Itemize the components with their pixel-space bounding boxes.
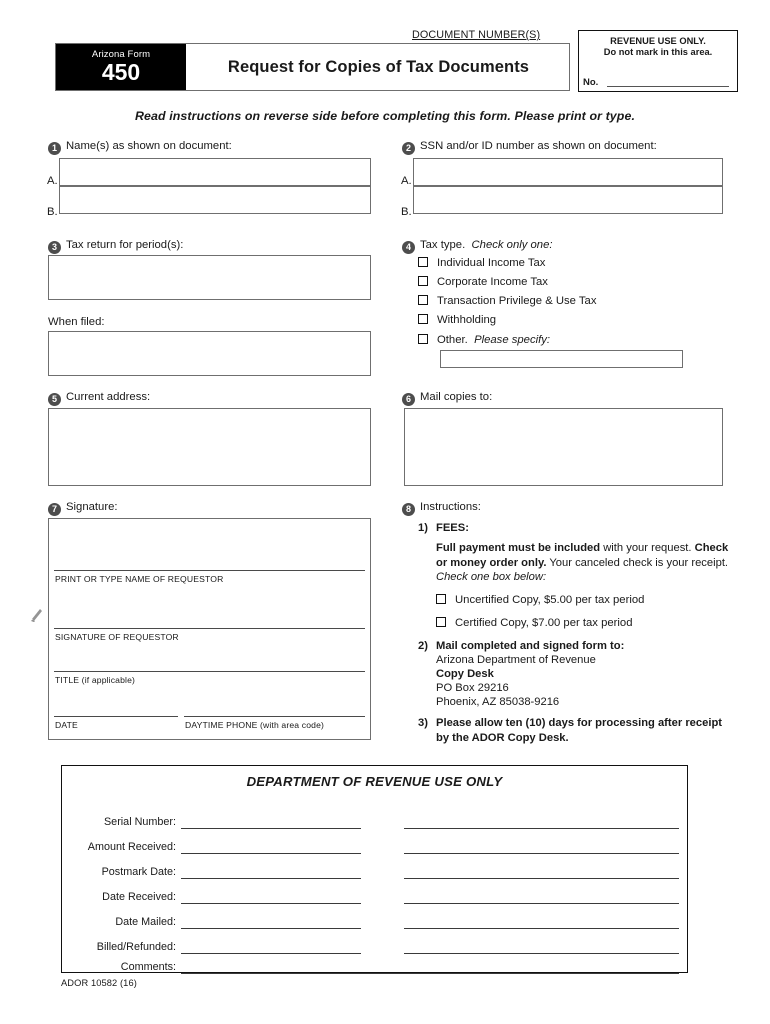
dor-block-title: DEPARTMENT OF REVENUE USE ONLY	[246, 774, 503, 789]
mail-address-line-4: Phoenix, AZ 85038-9216	[436, 696, 560, 708]
field-1-name-b-input[interactable]	[59, 186, 371, 214]
date-caption: DATE	[55, 720, 78, 730]
title-rule	[54, 671, 365, 672]
fees-text-1: with your request.	[600, 542, 692, 554]
dor-row-value[interactable]	[181, 828, 361, 829]
print-name-caption: PRINT OR TYPE NAME OF REQUESTOR	[55, 574, 224, 584]
dor-row-value[interactable]	[181, 928, 361, 929]
field-2-ssn-a-input[interactable]	[413, 158, 723, 186]
dor-row-docnum[interactable]	[404, 853, 679, 854]
when-filed-label: When filed:	[48, 316, 105, 328]
dor-row-docnum[interactable]	[404, 928, 679, 929]
field-2-number: 2	[402, 142, 415, 155]
tax-type-option-label: Individual Income Tax	[437, 257, 546, 269]
revenue-use-only-line1: REVENUE USE ONLY.	[610, 36, 706, 46]
tax-type-option-label: Transaction Privilege & Use Tax	[437, 295, 597, 307]
phone-caption: DAYTIME PHONE (with area code)	[185, 720, 325, 730]
revenue-number-field[interactable]	[607, 86, 729, 87]
field-6-label	[402, 391, 492, 406]
dor-row-label: Billed/Refunded:	[96, 941, 176, 953]
field-1-number: 1	[48, 142, 61, 155]
tax-type-option-individual[interactable]	[418, 257, 545, 269]
fee-option-label: Uncertified Copy, $5.00 per tax period	[455, 594, 645, 606]
when-filed-input[interactable]	[48, 331, 371, 376]
field-7-label	[48, 501, 118, 516]
mail-address-line-2: Copy Desk	[436, 668, 494, 680]
field-1-label	[48, 140, 232, 155]
dor-row-docnum[interactable]	[404, 903, 679, 904]
field-4-label-text: Tax type.	[420, 239, 466, 251]
tax-type-option-label: Withholding	[437, 314, 497, 326]
ador-code-footer: ADOR 10582 (16)	[61, 978, 137, 988]
tax-type-option-withholding[interactable]	[418, 314, 496, 326]
dor-row-label: Postmark Date:	[101, 866, 176, 878]
dor-row-docnum[interactable]	[404, 828, 679, 829]
tax-type-option-corporate[interactable]	[418, 276, 548, 288]
field-2-row-a-marker: A.	[401, 175, 412, 187]
field-2-label	[402, 140, 657, 155]
mail-address-line-3: PO Box 29216	[436, 682, 509, 694]
field-3-number: 3	[48, 241, 61, 254]
tax-type-option-label: Other.	[437, 334, 468, 346]
field-5-label	[48, 391, 150, 406]
phone-rule	[184, 716, 365, 717]
print-name-rule	[54, 570, 365, 571]
field-1-name-a-input[interactable]	[59, 158, 371, 186]
signature-rule	[54, 628, 365, 629]
field-6-number: 6	[402, 393, 415, 406]
checkbox-icon[interactable]	[418, 334, 428, 344]
field-7-label-text: Signature:	[66, 501, 118, 513]
form-number-badge	[56, 44, 186, 90]
checkbox-icon[interactable]	[418, 276, 428, 286]
page-title: Request for Copies of Tax Documents	[227, 57, 530, 76]
instruction-2-marker: 2)	[418, 640, 428, 652]
title-caption: TITLE (if applicable)	[55, 675, 136, 685]
field-7-signature-block[interactable]	[48, 518, 371, 740]
tax-type-option-other[interactable]	[418, 334, 550, 346]
field-5-current-address-input[interactable]	[48, 408, 371, 486]
field-4-number: 4	[402, 241, 415, 254]
pen-annotation-icon	[30, 606, 44, 622]
checkbox-icon[interactable]	[418, 257, 428, 267]
instruction-fees-paragraph	[436, 541, 730, 585]
dor-row-label: Serial Number:	[103, 816, 176, 828]
instruction-3-marker: 3)	[418, 717, 428, 729]
checkbox-icon[interactable]	[436, 594, 446, 604]
form-agency-label: Arizona Form	[91, 49, 151, 60]
form-title-bar	[55, 43, 570, 91]
field-8-number: 8	[402, 503, 415, 516]
instruction-2-heading: Mail completed and signed form to:	[436, 640, 625, 652]
field-1-label-text: Name(s) as shown on document:	[66, 140, 232, 152]
field-1-row-a-marker: A.	[47, 175, 58, 187]
dor-row-label: Date Received:	[102, 891, 176, 903]
date-rule	[54, 716, 178, 717]
field-4-label-hint: Check only one:	[471, 239, 553, 251]
field-8-label	[402, 501, 481, 516]
dor-row-docnum[interactable]	[404, 878, 679, 879]
form-number: 450	[101, 59, 141, 85]
revenue-use-only-line2: Do not mark in this area.	[603, 47, 713, 57]
field-7-number: 7	[48, 503, 61, 516]
dor-row-label: Date Mailed:	[115, 916, 176, 928]
dor-row-value[interactable]	[181, 953, 361, 954]
dor-row-label: Amount Received:	[87, 841, 176, 853]
field-4-label	[402, 239, 553, 254]
field-2-ssn-b-input[interactable]	[413, 186, 723, 214]
fees-italic-1: Check one box below:	[436, 571, 547, 584]
instruction-1-marker: 1)	[418, 522, 428, 534]
field-2-label-text: SSN and/or ID number as shown on document:	[420, 140, 657, 152]
tax-type-other-hint: Please specify:	[474, 334, 551, 346]
field-8-label-text: Instructions:	[420, 501, 481, 513]
fee-option-label: Certified Copy, $7.00 per tax period	[455, 617, 633, 629]
field-3-label-text: Tax return for period(s):	[66, 239, 184, 251]
dor-row-value[interactable]	[181, 853, 361, 854]
instruction-3-text: Please allow ten (10) days for processing after receipt by the ADOR Copy Desk.	[436, 717, 723, 744]
fees-text-2: Your canceled check is your receipt.	[546, 556, 729, 569]
dor-row-label: Comments:	[120, 961, 176, 973]
field-2-row-b-marker: B.	[401, 206, 412, 218]
dor-comments-value[interactable]	[181, 973, 679, 974]
checkbox-icon[interactable]	[418, 314, 428, 324]
field-6-mail-copies-to-input[interactable]	[404, 408, 723, 486]
fee-option-certified[interactable]	[436, 617, 633, 629]
instruction-1-heading: FEES:	[436, 522, 469, 534]
tax-type-option-label: Corporate Income Tax	[437, 276, 548, 288]
field-5-label-text: Current address:	[66, 391, 151, 403]
dor-row-value[interactable]	[181, 903, 361, 904]
field-3-label	[48, 239, 183, 254]
revenue-number-label: No.	[583, 77, 599, 88]
field-6-label-text: Mail copies to:	[420, 391, 493, 403]
mail-address-line-1: Arizona Department of Revenue	[436, 654, 596, 666]
fees-bold-1: Full payment must be included	[436, 542, 601, 554]
field-3-tax-period-input[interactable]	[48, 255, 371, 300]
dor-row-docnum[interactable]	[404, 953, 679, 954]
fee-option-uncertified[interactable]	[436, 594, 644, 606]
tax-type-option-transaction-privilege[interactable]	[418, 295, 596, 307]
field-5-number: 5	[48, 393, 61, 406]
checkbox-icon[interactable]	[418, 295, 428, 305]
checkbox-icon[interactable]	[436, 617, 446, 627]
fees-bold-2: Check or money order only.	[436, 542, 729, 569]
signature-caption: SIGNATURE OF REQUESTOR	[55, 632, 179, 642]
dor-row-value[interactable]	[181, 878, 361, 879]
field-1-row-b-marker: B.	[47, 206, 58, 218]
read-instructions-note: Read instructions on reverse side before completing this form. Please print or type.	[134, 109, 635, 123]
tax-type-other-input[interactable]	[440, 350, 683, 368]
document-numbers-header: DOCUMENT NUMBER(S)	[412, 29, 541, 41]
revenue-use-only-box	[578, 30, 738, 92]
